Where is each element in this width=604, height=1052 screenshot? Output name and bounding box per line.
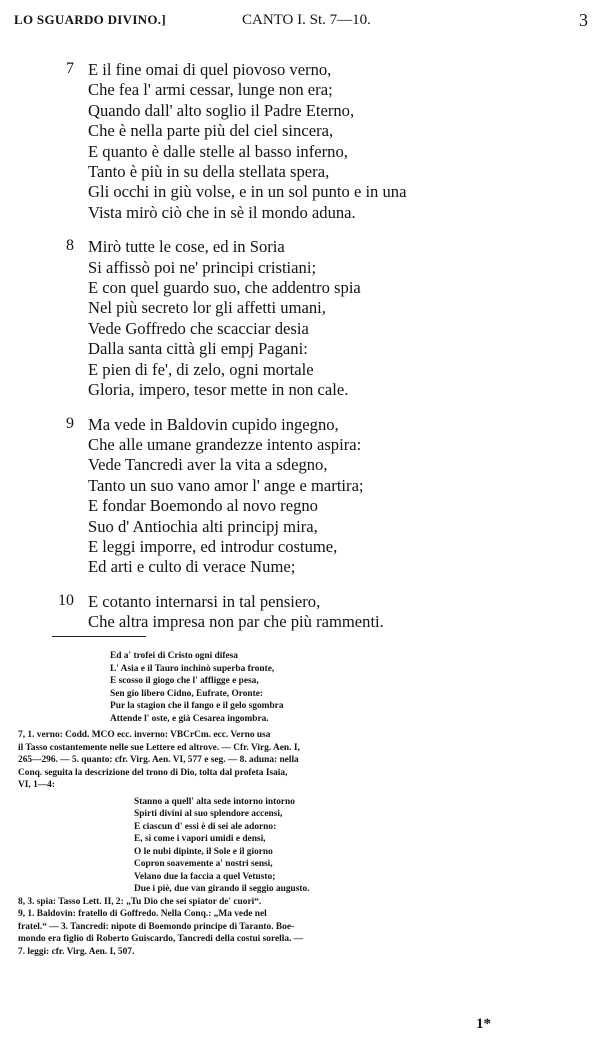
verse-line: Si affissò poi ne' principi cristiani; — [88, 257, 317, 277]
footnote-quote-line: Copron soavemente a' nostri sensi, — [134, 859, 273, 869]
footnote-quote-line: Pur la stagion che il fango e il gelo sgombra — [110, 701, 284, 711]
verse-line: Che è nella parte più del ciel sincera, — [88, 121, 334, 141]
verse-line: Mirò tutte le cose, ed in Soria — [88, 237, 285, 257]
stanza-number: 8 — [66, 237, 74, 255]
footnote-paragraph — [18, 896, 590, 959]
footnote-quote-line: Attende l' oste, e già Cesarea ingombra. — [110, 713, 269, 724]
footnote-quote-line: Due i piè, due van girando il seggio augusto. — [134, 884, 310, 894]
header-canto: CANTO I. St. 7—10. — [242, 12, 371, 28]
stanza — [66, 415, 586, 578]
verse-line: Tanto è più in su della stellata spera, — [88, 162, 330, 182]
verse-line: Ed arti e culto di verace Nume; — [88, 557, 296, 577]
footnote-quote-block — [134, 796, 590, 896]
verse-line: E quanto è dalle stelle al basso inferno, — [88, 141, 348, 161]
verse-line: Vede Goffredo che scacciar desia — [88, 318, 309, 338]
footnote-line: Conq. seguita la descrizione del trono di Dio, tolta dal profeta Isaia, — [18, 767, 288, 778]
verse-line: E leggi imporre, ed introdur costume, — [88, 536, 338, 556]
footnote-quote-line: Stanno a quell' alta sede intorno intorno — [134, 796, 295, 807]
verse-line: Che alle umane grandezze intento aspira: — [88, 434, 362, 454]
footnote-quote-line: Ed a' trofei di Cristo ogni difesa — [110, 651, 238, 661]
verse-line: Dalla santa città gli empj Pagani: — [88, 339, 308, 359]
verse-line: Che fea l' armi cessar, lunge non era; — [88, 80, 333, 100]
verse-line: Che altra impresa non par che più rammenti. — [88, 612, 384, 632]
signature-mark: 1* — [476, 1016, 491, 1032]
footnote-divider — [52, 636, 146, 637]
footnote-line: 9, 1. Baldovin: fratello di Goffredo. Nella Conq.: „Ma vede nel — [18, 909, 267, 919]
footnote-quote-line: E ciascun d' essi è di sei ale adorno: — [134, 821, 277, 832]
footnote-quote-block — [110, 650, 590, 725]
footnote-quote-line: O le nubi dipinte, il Sole e il giorno — [134, 846, 273, 857]
verse-line: E fondar Boemondo al novo regno — [88, 496, 318, 516]
footnote-line: 8, 3. spia: Tasso Lett. II, 2: „Tu Dio che sei spiator de' cuori“. — [18, 896, 262, 907]
verse-line: Gli occhi in giù volse, e in un sol punto e in una — [88, 182, 407, 202]
footnote-line: 7. leggi: cfr. Virg. Aen. I, 507. — [18, 946, 135, 957]
footnote-line: 7, 1. verno: Codd. MCO ecc. inverno: VBCrCm. ecc. Verno usa — [18, 730, 271, 740]
stanza-number: 7 — [66, 60, 74, 77]
verse-line: E il fine omai di quel piovoso verno, — [88, 60, 332, 79]
running-header — [14, 12, 592, 36]
poem-text — [58, 60, 586, 647]
page-number: 3 — [579, 10, 588, 30]
stanza — [66, 237, 586, 400]
footnotes — [18, 650, 590, 958]
stanza — [66, 60, 586, 223]
verse-line: Vede Tancredi aver la vita a sdegno, — [88, 455, 328, 475]
footnote-line: 265—296. — 5. quanto: cfr. Virg. Aen. VI, 577 e seg. — 8. aduna: nella — [18, 755, 299, 765]
verse-line: E pien di fe', di zelo, ogni mortale — [88, 359, 314, 379]
verse-line: Suo d' Antiochia alti principj mira, — [88, 516, 318, 536]
stanza-number: 10 — [58, 591, 74, 609]
footnote-line: VI, 1—4: — [18, 780, 55, 790]
verse-line: E cotanto internarsi in tal pensiero, — [88, 591, 321, 611]
footnote-quote-line: Sen gio libero Cidno, Eufrate, Oronte: — [110, 688, 264, 699]
verse-line: Ma vede in Baldovin cupido ingegno, — [88, 414, 339, 434]
footnote-quote-line: E, sì come i vapori umidi e densi, — [134, 834, 266, 844]
verse-line: E con quel guardo suo, che addentro spia — [88, 278, 361, 298]
footnote-quote-line: L' Asia e il Tauro inchinò superba fronte, — [110, 663, 275, 674]
verse-line: Gloria, impero, tesor mette in non cale. — [88, 380, 349, 400]
footnote-quote-line: Spirti divini al suo splendore accensi, — [134, 809, 283, 819]
stanza-number: 9 — [66, 414, 74, 432]
header-title: LO SGUARDO DIVINO.] — [14, 12, 166, 27]
verse-line: Nel più secreto lor gli affetti umani, — [88, 298, 326, 318]
verse-line: Vista mirò ciò che in sè il mondo aduna. — [88, 202, 356, 222]
footnote-line: fratel.“ — 3. Tancredi: nipote di Boemondo principe di Taranto. Boe- — [18, 921, 295, 932]
stanza — [58, 591, 586, 633]
footnote-line: mondo era figlio di Roberto Guiscardo, Tancredi della costui sorella. — — [18, 934, 304, 944]
footnote-line: il Tasso costantemente nelle sue Lettere ed altrove. — Cfr. Virg. Aen. I, — [18, 742, 300, 753]
verse-line: Quando dall' alto soglio il Padre Eterno, — [88, 100, 355, 120]
footnote-paragraph — [18, 729, 590, 792]
footnote-quote-line: Velano due la faccia a quel Vetusto; — [134, 871, 276, 882]
verse-line: Tanto un suo vano amor l' ange e martira; — [88, 475, 364, 495]
footnote-quote-line: E scosso il giogo che l' affligge e pesa, — [110, 676, 259, 686]
